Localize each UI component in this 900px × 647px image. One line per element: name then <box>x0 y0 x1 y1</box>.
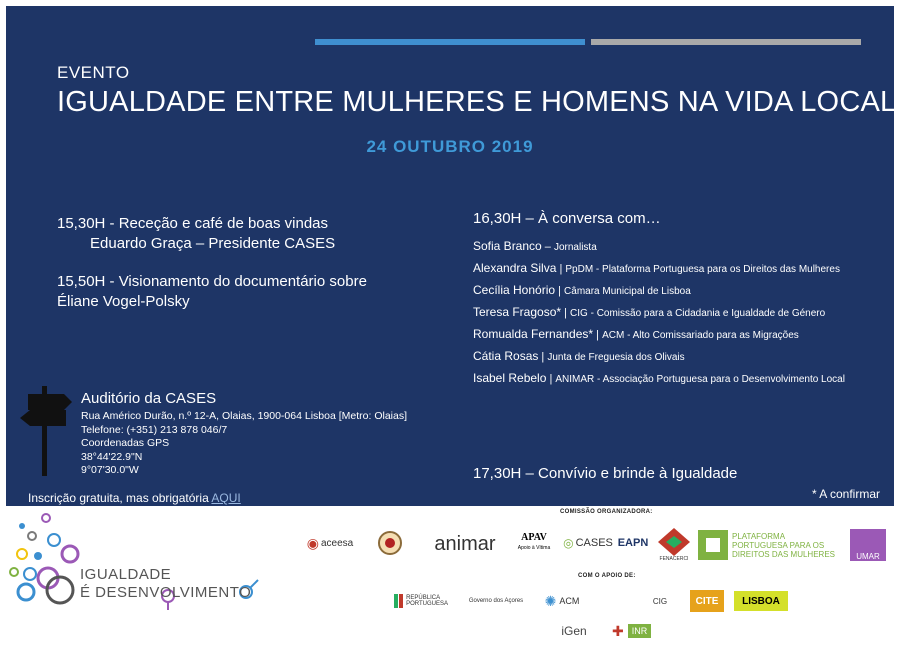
aceesa-logo: ◉ aceesa <box>306 534 354 551</box>
speaker-role: Junta de Freguesia dos Olivais <box>547 352 685 363</box>
speaker-role: ACM - Alto Comissariado para as Migrações <box>602 330 799 341</box>
inr-logo: ✚ INR <box>612 620 706 642</box>
program-item-2-detail: Éliane Vogel-Polsky <box>57 293 190 310</box>
fenacerci-logo: FENACERCI <box>656 526 692 564</box>
igen-logo: iGen <box>561 624 587 638</box>
speaker-item: Sofia Branco – Jornalista <box>473 239 597 253</box>
event-date: 24 OUTUBRO 2019 <box>366 137 534 156</box>
ppdm-logo: PLATAFORMA PORTUGUESA PARA OS DIREITOS DAS MULHERES <box>698 528 846 562</box>
logo-text: IGUALDADE É DESENVOLVIMENTO <box>80 566 252 601</box>
speaker-role: CIG - Comissão para a Cidadania e Igualdade de Género <box>570 308 826 319</box>
governo-acores-logo: Governo dos Açores <box>468 598 524 604</box>
speaker-item: Cátia Rosas | Junta de Freguesia dos Olivais <box>473 349 685 363</box>
speaker-item: Isabel Rebelo | ANIMAR - Associação Portuguesa para o Desenvolvimento Local <box>473 371 845 385</box>
registration-note: Inscrição gratuita, mas obrigatória AQUI <box>28 491 241 505</box>
speaker-item: Romualda Fernandes* | ACM - Alto Comissariado para as Migrações <box>473 327 799 341</box>
speaker-name: Alexandra Silva <box>473 261 557 275</box>
venue-gps-label: Coordenadas GPS <box>81 437 170 449</box>
cases-logo: ◎ CASES <box>563 536 613 550</box>
speaker-item: Teresa Fragoso* | CIG - Comissão para a Cidadania e Igualdade de Género <box>473 305 826 319</box>
speaker-name: Sofia Branco <box>473 239 542 253</box>
venue-longitude: 9°07'30.0"W <box>81 464 139 476</box>
venue-title: Auditório da CASES <box>81 390 217 407</box>
venue-phone: Telefone: (+351) 213 878 046/7 <box>81 423 228 436</box>
republica-portuguesa-logo: REPÚBLICA PORTUGUESA <box>394 590 458 612</box>
decorative-bar-grey <box>591 39 861 45</box>
program-item-2: 15,50H - Visionamento do documentário sobre <box>57 273 367 290</box>
eapn-logo: EAPN <box>617 537 649 549</box>
venue-latitude: 38°44'22.9"N <box>81 450 143 463</box>
speaker-name: Romualda Fernandes* <box>473 327 594 341</box>
speaker-name: Isabel Rebelo <box>473 371 547 385</box>
program-item-1-speaker: Eduardo Graça – Presidente CASES <box>90 235 336 252</box>
decorative-bar-blue <box>315 39 585 45</box>
program-item-1: 15,30H - Receção e café de boas vindas <box>57 215 329 232</box>
venue-info <box>81 389 407 478</box>
speaker-item: Cecília Honório | Câmara Municipal de Lisboa <box>473 283 691 297</box>
venue-address: Rua Américo Durão, n.º 12-A, Olaias, 1900-064 Lisboa [Metro: Olaias] <box>81 410 407 422</box>
program-left <box>57 214 457 312</box>
speaker-name: Cátia Rosas <box>473 349 539 363</box>
speaker-role: PpDM - Plataforma Portuguesa para os Direitos das Mulheres <box>565 264 840 275</box>
event-title: IGUALDADE ENTRE MULHERES E HOMENS NA VIDA LOCAL <box>57 86 897 118</box>
lisboa-logo: LISBOA <box>734 591 788 611</box>
speaker-name: Cecília Honório <box>473 283 556 297</box>
speaker-item: Alexandra Silva | PpDM - Plataforma Portuguesa para os Direitos das Mulheres <box>473 261 840 275</box>
speaker-role: Câmara Municipal de Lisboa <box>564 286 691 297</box>
signpost-icon <box>16 380 76 476</box>
umar-logo: UMAR <box>850 529 886 561</box>
support-label: COM O APOIO DE: <box>578 573 636 579</box>
closing-item: 17,30H – Convívio e brinde à Igualdade <box>473 465 738 482</box>
organizing-committee-label: COMISSÃO ORGANIZADORA: <box>560 509 653 515</box>
confirm-note: * A confirmar <box>811 487 880 501</box>
speaker-role: ANIMAR - Associação Portuguesa para o Desenvolvimento Local <box>555 374 845 385</box>
registration-link[interactable]: AQUI <box>211 491 241 505</box>
acm-logo: ✺ ACM <box>544 592 580 609</box>
apav-logo: APAV Apoio à Vítima <box>517 532 551 551</box>
cig-logo: CIG <box>652 596 668 606</box>
crest-logo <box>376 528 404 558</box>
animar-logo: animar <box>434 532 496 555</box>
program-right <box>473 210 883 390</box>
cite-logo: CITE <box>690 590 724 612</box>
event-label: EVENTO <box>57 63 130 82</box>
speaker-name: Teresa Fragoso* <box>473 305 562 319</box>
speaker-role: Jornalista <box>553 242 597 253</box>
conversation-heading: 16,30H – À conversa com… <box>473 210 661 227</box>
event-banner <box>6 6 897 506</box>
